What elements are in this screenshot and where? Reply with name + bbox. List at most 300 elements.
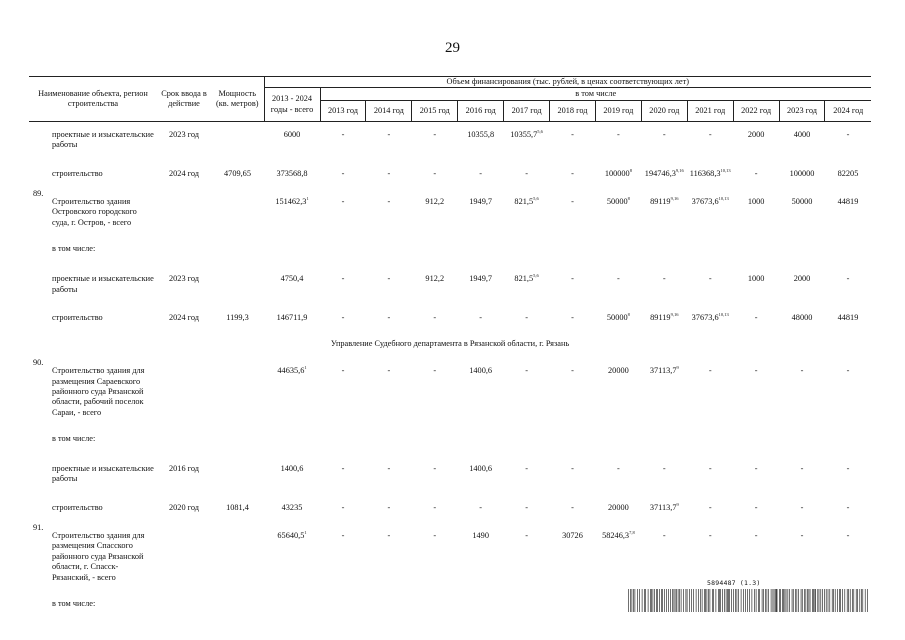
- cell-year-value: [687, 358, 733, 428]
- year-value: -: [571, 502, 574, 512]
- year-value: -: [387, 312, 391, 322]
- cell-year-value: [595, 456, 641, 495]
- barcode-bar: [828, 589, 829, 612]
- cell-year-value: [458, 161, 504, 189]
- cell-total: [264, 266, 320, 305]
- barcode-bar: [683, 589, 684, 612]
- cell-year-value: [779, 495, 825, 523]
- year-footnote: 10,13: [718, 196, 729, 202]
- barcode-bar: [776, 589, 777, 612]
- year-footnote: 9: [676, 501, 679, 507]
- header-name: Наименование объекта, регион строительства: [29, 77, 157, 122]
- cell-year-value: [595, 189, 641, 238]
- barcode-bar: [863, 589, 864, 612]
- year-value: -: [846, 502, 850, 512]
- cell-year-value: [595, 161, 641, 189]
- cell-year-value: [320, 189, 366, 238]
- barcode-bar: [867, 589, 868, 612]
- cell-year-value: [641, 523, 687, 593]
- barcode-bar: [642, 589, 643, 612]
- cell-year-value: [550, 122, 596, 161]
- barcode-bar: [860, 589, 861, 612]
- barcode-bar: [775, 589, 776, 612]
- year-value: -: [662, 274, 666, 284]
- barcode-bar: [661, 589, 662, 612]
- cell-power: [211, 122, 264, 161]
- cell-year-value: [779, 189, 825, 238]
- barcode-bar: [639, 589, 640, 612]
- barcode-bar: [726, 589, 727, 612]
- barcode-bar: [756, 589, 757, 612]
- year-value: -: [571, 366, 574, 376]
- cell-year-value: [320, 523, 366, 593]
- year-value: -: [433, 312, 437, 322]
- row-number: [29, 495, 51, 523]
- barcode-bar: [710, 589, 711, 612]
- cell-year-value: [504, 495, 550, 523]
- barcode-bar: [662, 589, 663, 612]
- object-name: строительство: [52, 312, 103, 322]
- barcode-bar: [716, 589, 717, 612]
- cell-total: [264, 161, 320, 189]
- barcode-bar: [773, 589, 774, 612]
- barcode-bar: [821, 589, 822, 612]
- barcode-bar: [826, 589, 827, 612]
- cell-year-value: [595, 495, 641, 523]
- year-value: -: [525, 502, 528, 512]
- table-row: [29, 428, 871, 456]
- barcode-bar: [729, 589, 730, 612]
- year-value: 82205: [837, 168, 859, 178]
- total-value: 146711,9: [276, 312, 308, 322]
- total-value: 1400,6: [280, 464, 304, 474]
- cell-year-value: [825, 523, 871, 593]
- barcode-bar: [712, 589, 713, 612]
- cell-year-value: [641, 456, 687, 495]
- barcode-bar: [664, 589, 665, 612]
- year-value: 10355,7: [510, 130, 538, 139]
- year-value: -: [571, 168, 574, 178]
- barcode-bar: [754, 589, 755, 612]
- year-value: -: [617, 130, 620, 139]
- year-value: -: [800, 464, 804, 474]
- cell-year-value: [825, 266, 871, 305]
- year-value: -: [846, 130, 850, 139]
- cell-total: [264, 523, 320, 593]
- barcode-bar: [674, 589, 675, 612]
- year-value: 2000: [793, 274, 811, 284]
- header-year: 2014 год: [366, 101, 412, 122]
- barcode-bar: [767, 589, 768, 612]
- barcode-bar: [797, 589, 798, 612]
- cell-term: 2020 год: [169, 502, 199, 512]
- barcode-bar: [693, 589, 694, 612]
- table-row: [29, 333, 871, 358]
- cell-year-value: [366, 305, 412, 333]
- cell-year-value: [687, 161, 733, 189]
- cell-year-value: [504, 523, 550, 593]
- year-value: -: [525, 312, 528, 322]
- year-footnote: 5,6: [537, 129, 543, 135]
- cell-year-value: [412, 122, 458, 161]
- header-term: Срок ввода в действие: [157, 77, 211, 122]
- cell-term: [157, 358, 211, 428]
- cell-year-value: [825, 305, 871, 333]
- header-total-cell: 2013 - 2024 годы - всего: [264, 88, 320, 122]
- barcode-bar: [783, 589, 784, 612]
- year-value: -: [571, 274, 574, 284]
- cell-term: 2024 год: [169, 312, 199, 322]
- barcode-bar: [765, 589, 766, 612]
- section-title: Управление Судебного департамента в Рязанской области, г. Рязань: [330, 339, 570, 349]
- barcode-bar: [707, 589, 708, 612]
- total-value: 65640,5: [277, 531, 305, 541]
- barcode-bar: [650, 589, 651, 612]
- cell-year-value: [412, 189, 458, 238]
- cell-power: [211, 358, 264, 428]
- year-value: -: [571, 464, 574, 474]
- year-value: 37673,6: [691, 312, 719, 322]
- barcode-bar: [691, 589, 692, 612]
- cell-year-value: [779, 305, 825, 333]
- cell-year-value: [550, 523, 596, 593]
- year-value: 912,2: [425, 197, 445, 207]
- total-value: 151462,3: [275, 197, 307, 207]
- cell-year-value: [412, 266, 458, 305]
- barcode-bar: [852, 589, 853, 612]
- year-value: -: [433, 531, 437, 541]
- cell-year-value: [458, 456, 504, 495]
- cell-year-value: [412, 456, 458, 495]
- total-value: 6000: [283, 130, 301, 139]
- cell-year-value: [779, 122, 825, 161]
- year-value: -: [708, 464, 712, 474]
- year-value: 89119: [650, 197, 671, 207]
- barcode-bar: [835, 589, 836, 612]
- year-value: 1949,7: [469, 197, 493, 207]
- barcode-bar: [741, 589, 742, 612]
- barcode-bar: [654, 589, 655, 612]
- barcode-bar: [854, 589, 855, 612]
- table-header: [29, 77, 871, 122]
- year-value: -: [571, 130, 574, 139]
- row-number: [29, 122, 51, 161]
- barcode-bar: [804, 589, 805, 612]
- barcode-number: 5894487 (1.3): [707, 579, 761, 587]
- cell-year-value: [366, 122, 412, 161]
- year-value: -: [387, 168, 391, 178]
- cell-year-value: [504, 266, 550, 305]
- header-including: в том числе: [320, 88, 871, 101]
- year-value: -: [846, 366, 850, 376]
- barcode-bar: [801, 589, 802, 612]
- cell-year-value: [504, 358, 550, 428]
- year-footnote: 7,8: [629, 530, 635, 536]
- total-value: 44635,6: [277, 366, 305, 376]
- year-value: -: [800, 366, 804, 376]
- year-value: 20000: [608, 366, 629, 376]
- cell-total: [264, 358, 320, 428]
- barcode-bar: [657, 589, 658, 612]
- row-number: [29, 161, 51, 189]
- barcode-bar: [818, 589, 819, 612]
- cell-total: [264, 495, 320, 523]
- year-value: 58246,3: [602, 531, 630, 541]
- cell-year-value: [687, 495, 733, 523]
- year-value: 37673,6: [691, 197, 719, 207]
- cell-year-value: [825, 495, 871, 523]
- year-value: 50000: [606, 312, 628, 322]
- barcode-bar: [792, 589, 793, 612]
- barcode-bar: [786, 589, 787, 612]
- year-footnote: 8: [629, 167, 632, 173]
- cell-year-value: [458, 189, 504, 238]
- cell-term: 2023 год: [169, 274, 199, 284]
- row-number: 90.: [33, 358, 44, 368]
- year-value: -: [479, 312, 483, 322]
- year-value: 912,2: [425, 274, 445, 284]
- cell-power: [211, 456, 264, 495]
- barcode-bar: [727, 589, 728, 612]
- cell-year-value: [366, 266, 412, 305]
- cell-year-value: [550, 189, 596, 238]
- barcode-bar: [839, 589, 840, 612]
- cell-year-value: [733, 189, 779, 238]
- year-value: -: [708, 130, 712, 139]
- cell-year-value: [412, 358, 458, 428]
- row-label: в том числе:: [52, 598, 96, 608]
- barcode-bar: [702, 589, 703, 612]
- header-year: 2013 год: [320, 101, 366, 122]
- header-year: 2017 год: [504, 101, 550, 122]
- year-footnote: 5,6: [533, 196, 539, 202]
- barcode-bar: [628, 589, 629, 612]
- barcode-bar: [635, 589, 636, 612]
- year-value: -: [341, 168, 345, 178]
- year-value: -: [433, 502, 437, 512]
- cell-term: [157, 523, 211, 593]
- cell-year-value: [412, 161, 458, 189]
- total-value: 373568,8: [276, 168, 308, 178]
- year-value: 44819: [837, 197, 859, 207]
- barcode-bar: [733, 589, 734, 612]
- year-footnote: 9,16: [670, 312, 679, 318]
- barcode-bar: [713, 589, 714, 612]
- year-value: -: [387, 531, 391, 541]
- barcode-bar: [847, 589, 848, 612]
- year-value: -: [708, 531, 712, 541]
- object-name: строительство: [52, 168, 103, 178]
- barcode-bar: [758, 589, 759, 612]
- barcode-image: [628, 589, 868, 612]
- row-number: [29, 593, 51, 621]
- cell-year-value: [779, 161, 825, 189]
- cell-power: [211, 266, 264, 305]
- year-value: 48000: [791, 312, 813, 322]
- cell-year-value: [687, 122, 733, 161]
- barcode-bar: [809, 589, 810, 612]
- year-value: 821,5: [514, 274, 534, 284]
- barcode-bar: [785, 589, 786, 612]
- barcode-bar: [738, 589, 739, 612]
- cell-year-value: [504, 189, 550, 238]
- cell-year-value: [458, 358, 504, 428]
- page-number: 29: [445, 40, 460, 56]
- cell-year-value: [412, 495, 458, 523]
- cell-year-value: [825, 456, 871, 495]
- barcode-bar: [813, 589, 814, 612]
- barcode-bar: [810, 589, 811, 612]
- cell-year-value: [504, 305, 550, 333]
- cell-year-value: [458, 122, 504, 161]
- table-row: [29, 456, 871, 495]
- year-value: -: [754, 464, 758, 474]
- year-value: -: [800, 531, 804, 541]
- year-value: -: [433, 464, 437, 474]
- header-year: 2024 год: [825, 101, 871, 122]
- cell-year-value: [641, 266, 687, 305]
- barcode-bar: [802, 589, 803, 612]
- table-body: [29, 122, 871, 621]
- barcode-bar: [679, 589, 680, 612]
- year-value: -: [617, 464, 620, 474]
- table-row: [29, 122, 871, 161]
- cell-year-value: [733, 161, 779, 189]
- barcode-bar: [819, 589, 820, 612]
- cell-power: 4709,65: [224, 168, 251, 178]
- cell-year-value: [733, 266, 779, 305]
- year-value: 44819: [837, 312, 859, 322]
- table-row: [29, 358, 871, 428]
- cell-year-value: [504, 161, 550, 189]
- row-number: [29, 428, 51, 456]
- cell-term: 2016 год: [169, 464, 199, 474]
- cell-year-value: [504, 122, 550, 161]
- barcode-bar: [763, 589, 764, 612]
- cell-year-value: [550, 495, 596, 523]
- year-footnote: 8: [627, 312, 630, 318]
- year-value: 100000: [789, 168, 815, 178]
- object-name: Строительство здания для размещения Спасского районного суда Рязанской области, г. Спасск-Рязанский, - всего: [52, 531, 145, 582]
- cell-year-value: [779, 266, 825, 305]
- year-value: -: [846, 464, 850, 474]
- cell-year-value: [595, 523, 641, 593]
- year-value: 37113,7: [649, 366, 677, 376]
- cell-year-value: [687, 305, 733, 333]
- cell-year-value: [320, 456, 366, 495]
- object-name: проектные и изыскательские работы: [52, 130, 154, 150]
- table-row: [29, 266, 871, 305]
- cell-year-value: [687, 189, 733, 238]
- header-year: 2016 год: [458, 101, 504, 122]
- barcode-bar: [833, 589, 834, 612]
- barcode-bar: [676, 589, 677, 612]
- total-footnote: 1: [304, 365, 307, 371]
- cell-year-value: [550, 305, 596, 333]
- year-value: 89119: [650, 312, 671, 322]
- header-year: 2023 год: [779, 101, 825, 122]
- barcode-bar: [656, 589, 657, 612]
- barcode-bar: [752, 589, 753, 612]
- barcode-bar: [788, 589, 789, 612]
- barcode-bar: [798, 589, 799, 612]
- year-value: -: [341, 531, 345, 541]
- barcode-bar: [780, 589, 781, 612]
- cell-year-value: [412, 305, 458, 333]
- object-name: Строительство здания Островского городского суда, г. Остров, - всего: [52, 197, 137, 227]
- cell-year-value: [641, 358, 687, 428]
- barcode-bar: [845, 589, 846, 612]
- total-footnote: 1: [304, 530, 307, 536]
- cell-year-value: [825, 122, 871, 161]
- barcode-bar: [731, 589, 732, 612]
- barcode-bar: [747, 589, 748, 612]
- cell-year-value: [320, 305, 366, 333]
- barcode-bar: [771, 589, 772, 612]
- row-label: в том числе:: [52, 244, 96, 254]
- barcode-bar: [645, 589, 646, 612]
- barcode-bar: [840, 589, 841, 612]
- barcode-bar: [812, 589, 813, 612]
- barcode-bar: [700, 589, 701, 612]
- cell-year-value: [366, 456, 412, 495]
- row-number: [29, 305, 51, 333]
- cell-term: [157, 189, 211, 238]
- year-value: 30726: [562, 531, 583, 541]
- year-footnote: 9: [676, 365, 679, 371]
- cell-term: 2023 год: [169, 130, 199, 139]
- object-name: Строительство здания для размещения Сараевского районного суда Рязанской области, рабочий поселок Сараи, - всего: [52, 366, 145, 417]
- year-value: -: [341, 312, 345, 322]
- barcode-bar: [856, 589, 857, 612]
- year-value: -: [341, 197, 345, 207]
- header-year: 2019 год: [595, 101, 641, 122]
- barcode-bar: [865, 589, 866, 612]
- barcode-bar: [807, 589, 808, 612]
- cell-year-value: [641, 189, 687, 238]
- year-value: -: [479, 168, 483, 178]
- object-name: строительство: [52, 502, 103, 512]
- cell-power: 1199,3: [226, 312, 249, 322]
- cell-year-value: [595, 122, 641, 161]
- barcode-bar: [651, 589, 652, 612]
- barcode-bar: [648, 589, 649, 612]
- barcode-bar: [735, 589, 736, 612]
- cell-year-value: [733, 122, 779, 161]
- barcode-bar: [782, 589, 783, 612]
- barcode-bar: [653, 589, 654, 612]
- barcode-bar: [659, 589, 660, 612]
- year-value: -: [846, 274, 850, 284]
- object-name: проектные и изыскательские работы: [52, 274, 154, 294]
- cell-year-value: [641, 495, 687, 523]
- cell-year-value: [641, 305, 687, 333]
- barcode-bar: [719, 589, 720, 612]
- cell-total: [264, 189, 320, 238]
- cell-year-value: [458, 266, 504, 305]
- year-value: -: [662, 130, 666, 139]
- barcode-bar: [857, 589, 858, 612]
- year-value: -: [617, 274, 620, 284]
- year-value: 1490: [472, 531, 489, 541]
- year-value: -: [433, 130, 437, 139]
- year-value: -: [525, 531, 528, 541]
- barcode-bar: [737, 589, 738, 612]
- cell-power: 1081,4: [226, 502, 249, 512]
- table-row: [29, 238, 871, 266]
- cell-year-value: [320, 266, 366, 305]
- cell-year-value: [458, 495, 504, 523]
